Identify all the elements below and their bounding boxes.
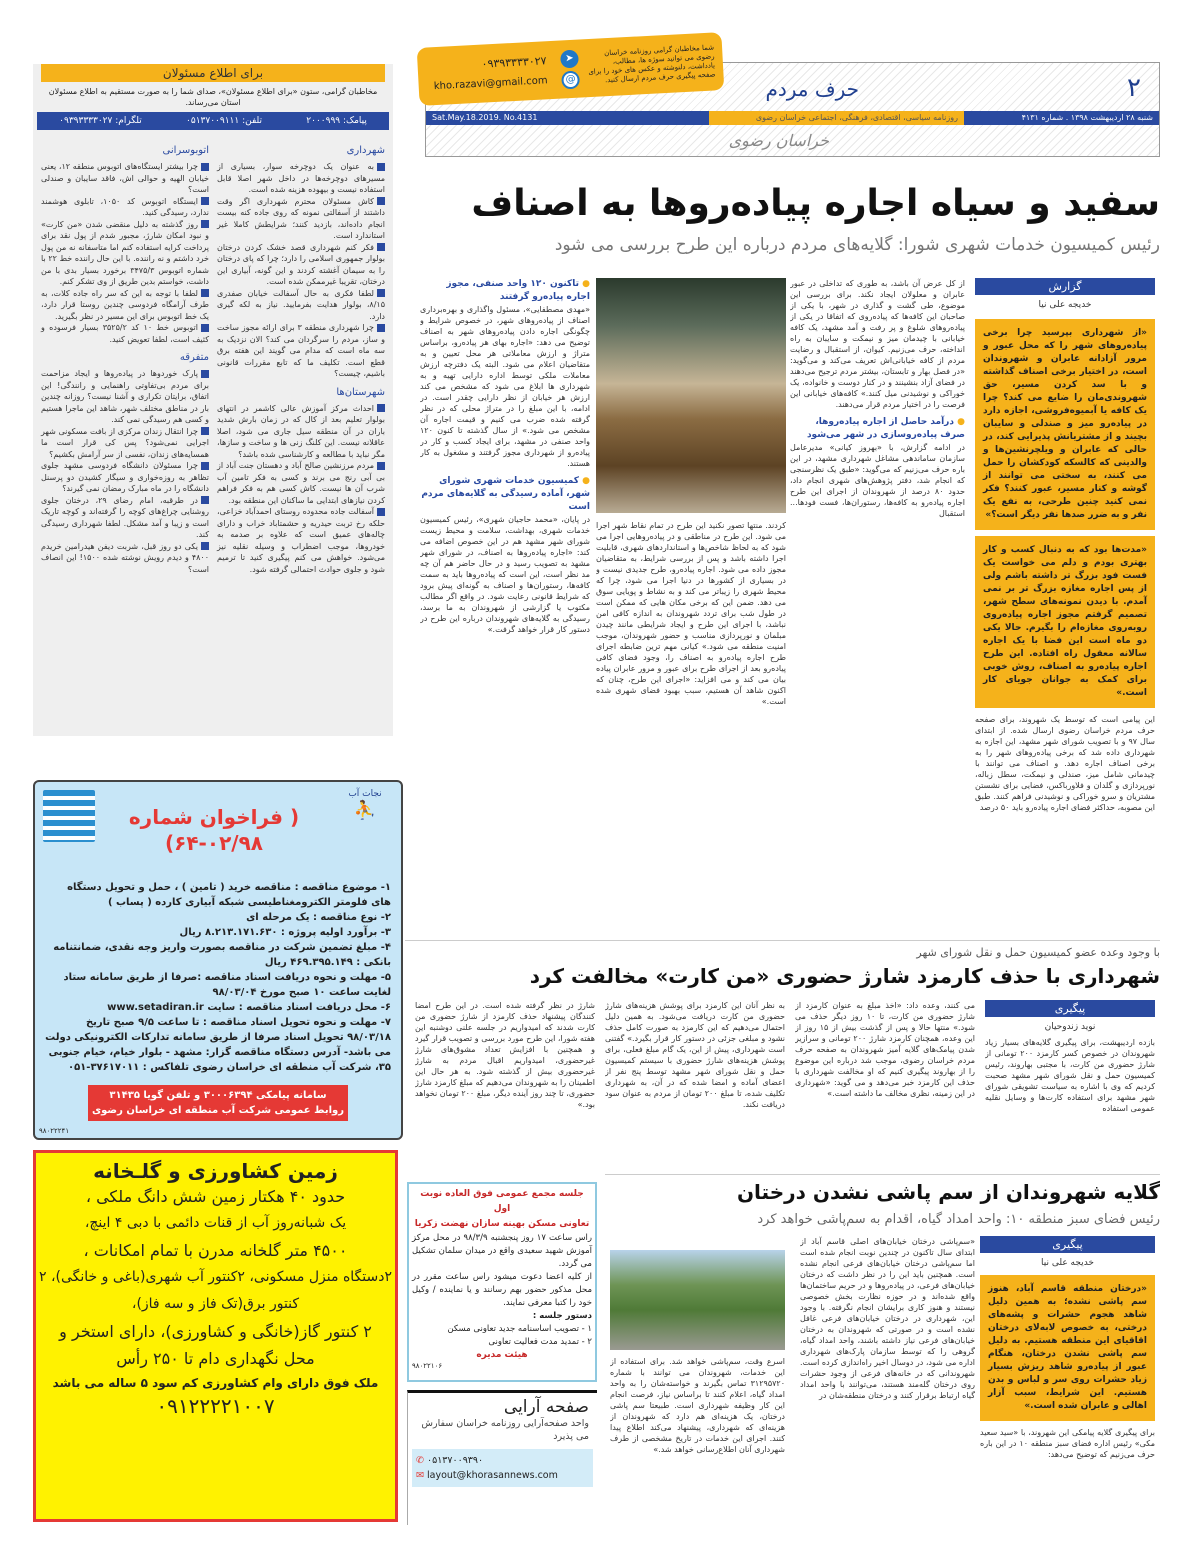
message-icon	[201, 220, 209, 228]
ad-code: ۹۸۰۲۲۱۰۶	[412, 1362, 443, 1370]
message-icon	[201, 289, 209, 297]
message-icon	[201, 496, 209, 504]
tender-ad	[33, 780, 403, 1140]
col-heading: اتوبوسرانی	[162, 145, 209, 156]
officials-intro: مخاطبان گرامی، ستون «برای اطلاع مسئولان»، صدای شما را به صورت مستقیم به اطلاع مسئولان استان می‌رساند.	[48, 87, 378, 107]
meeting-sign: هیئت مدیره	[476, 1350, 528, 1360]
third-headline: گلایه شهروندان از سم پاشی نشدن درختان	[736, 1180, 1160, 1204]
message-icon	[377, 508, 385, 516]
officials-title: برای اطلاع مسئولان	[41, 64, 385, 82]
list-item: به عنوان یک دوچرخه سوار، بسیاری از مسیرهای دوچرخه‌ها در داخل شهر اصلا قابل استفاده نیست و بیهوده هزینه شده است.	[217, 162, 385, 194]
divider	[405, 940, 1160, 941]
article-col-4-text: «مهدی مصطفایی»، مسئول واگذاری و بهره‌برداری اصناف از پیاده‌روهای شهر، در خصوص شرایط و چگونگی اجاره دادن پیاده‌روهای شهر به اصناف توضیح می دهد: «اجاره بهای هر پیاده‌رو، براساس متراژ و ارزش معاملاتی هر محل تعیین و به متقاضیان اعلام می شود. البته یک دفترچه ارزش معاملات ملکی توسط اداره دارایی تهیه و به شهرداری ها ابلاغ می شود که مشخص می کند ارزش هر خیابان از نظر دارایی چقدر است. در ادامه، با این مبلغ را در متراژ محلی که در نظر گرفته شده ضرب می کنیم و قیمت اجاره آن مشخص می شود.» از سال گذشته تا کنون ۱۲۰ واحد صنفی در مشهد، برای ایجاد کسب و کار در پیاده‌رو از شهرداری مجوز گرفتند و مشغول به کار هستند.	[420, 305, 590, 468]
sms-number[interactable]: پیامک: ۲۰۰۰۹۹۹	[306, 116, 367, 126]
meeting-title-2: تعاونی مسکن بهینه سازان نهضت زکریا	[414, 1219, 590, 1229]
followup-byline: نوید زندوحیان	[1044, 1022, 1096, 1032]
report-label: گزارش	[975, 278, 1155, 295]
date-en: Sat.May.18.2019. No.4131	[426, 111, 709, 125]
meeting-agenda-2: ۲ - تمدید مدت فعالیت تعاونی	[488, 1337, 592, 1347]
message-icon	[201, 370, 209, 378]
third-sidebar	[980, 1236, 1155, 1546]
list-item: چرا شهرداری منطقه ۳ برای ارائه مجوز ساخت و ساز، مردم را سرگردان می کند؟ الان نزدیک به سه ماه است که مدام می گویند این هفته برق قطع است. تکلیف ما که تابع مقررات قانونی باشیم، چیست؟	[217, 323, 385, 378]
third-subhead: رئیس فضای سبز منطقه ۱۰: واحد امداد گیاه، اقدام به سم‌پاشی خواهد کرد	[757, 1212, 1160, 1227]
layout-desc: واحد صفحه‌آرایی روزنامه خراسان سفارش می پذیرد	[421, 1418, 589, 1442]
contact-message: شما مخاطبان گرامی روزنامه خراسان رضوی می توانید سوژه ها، مطالب، یادداشت، دلنوشته و عکس های خود را برای صفحه پیگیری حرف مردم ارسال کنید.	[588, 43, 716, 85]
message-icon	[377, 462, 385, 470]
tender-footer	[88, 1085, 348, 1121]
second-col-3: به نظر آنان این کارمزد برای پوشش هزینه‌های شارژ حضوری من کارت دریافت می‌شود. به همین دلیل احتمال می‌دهیم که این کارمزد به صورت کامل حذف نشود و مبلغی جزئی در دستور کار قرار بگیرد.» گفتنی است شهرداری، پیش از این، یک گام مبلغ فعلی، برای پوشش هزینه‌های شارژ حضوری با سیستم کمیسیون حمل و نقل شورای شهر مشهد توسط پنج نفر از اعضای آماده و امضا شده که در آن، به شهرداری تکلیف شده، تا مبلغ ۲۰۰ تومان از مردم به عنوان سود دریافت نکند.	[605, 1001, 785, 1109]
message-icon	[201, 462, 209, 470]
meeting-body-1: راس ساعت ۱۷ روز پنجشنبه ۹۸/۳/۹ در محل مرکز آموزش شهید سعیدی واقع در میدان سلمان تشکیل می گردد.	[412, 1233, 592, 1269]
newspaper-logo: خراسان رضوی	[728, 131, 829, 150]
layout-email[interactable]: layout@khorasannews.com	[426, 1470, 558, 1481]
tender-title: ( فراخوان شماره ۰۲/۹۸-۶۴)	[128, 805, 300, 855]
meeting-ad	[407, 1182, 597, 1382]
list-item: فکر کنم شهرداری قصد خشک کردن درختان بولوار جمهوری اسلامی را دارد؛ چرا که پای درختان را به سیمان آغشته کردند و این گونه، آبیاری این درختان، تقریبا غیرممکن شده است.	[217, 242, 385, 286]
najat-ab-logo: نجات آب ⛹	[348, 789, 382, 821]
meeting-body-2: از کلیه اعضا دعوت میشود راس ساعت مقرر در محل مذکور حضور بهم رسانند و یا نماینده / وکیل خود را کتبا معرفی نمایند.	[412, 1272, 592, 1308]
subtitle-120-units: ● تاکنون ۱۲۰ واحد صنفی، مجوز اجاره پیاده‌رو گرفتند	[420, 278, 590, 304]
message-icon	[377, 289, 385, 297]
list-item: احداث مرکز آموزش عالی کاشمر در انتهای بولوار تعلیم بعد از کال که در زمان بارش شدید باران در آن منطقه سیل جاری می شود، اصلا عاقلانه نیست. این کلنگ زنی ها و ساخت و سازها، مگر نباید با مطالعه و کارشناسی شده باشد؟	[217, 403, 385, 459]
phone-icon: ✆	[416, 1455, 427, 1466]
article-intro: این پیامی است که توسط یک شهروند، برای صفحه حرف مردم خراسان رضوی ارسال شده. از ابتدای سال ۹۷ و با تصویب شورای شهر مشهد، این اجازه به شهرداری داده شد که برخی پیاده‌روهای شهر را به برخی اصناف اجاره دهد. و اصناف می توانند با چیدمانی شامل میز، صندلی و نیمکت، سطل زباله، نورپردازی و گلدان و فلاورباکس، فضایی برای نشستن مشتریان و سرو خوراکی و نوشیدنی فراهم کنند. طبق این مصوبه، حداکثر فضای اجاره پیاده‌رو باید ۵۰ درصد	[975, 715, 1155, 812]
report-byline: خدیجه علی نیا	[1038, 300, 1092, 310]
article-col-2: از کل عرض آن باشد، به طوری که تداخلی در عبور عابران و معلولان ایجاد نکند. برای بررسی این موضوع، طی گشت و گذاری در شهر، با یکی از صاحبان این کافه‌ها که پیاده‌روی که اتفاقا در یکی از پیاده‌روهای شلوغ و پر رفت و آمد مشهد، یک کافه خیابانی با چیدمان میز و نیمکت و سایبان به راه انداخته، حرف می‌زنیم. کیوان، از استقبال و رضایت مردم از کافه خیابانی‌اش تعریف می‌کند و می‌گوید: «در فصل بهار و تابستان، بیشتر مردم ترجیح می‌دهند در فضای آزاد بنشینند و در کنار دوست و خانواده، یک خوراکی و نوشیدنی میل کنند.» کافه‌های خیابانی این فرصت را در اختیار مردم قرار می‌دهند.	[790, 279, 965, 409]
article-col-2-wrap	[790, 278, 965, 932]
message-icon	[377, 197, 385, 205]
land-ad-footer: ملک فوق دارای وام کشاورزی کم سود ۵ ساله می باشد	[52, 1376, 379, 1390]
message-icon	[377, 163, 385, 171]
third-col-2: «سم‌پاشی درختان خیابان‌های اصلی قاسم آباد از ابتدای سال تاکنون در چندین نوبت انجام شده است اما سم‌پاشی درختان خیابان‌های فرعی انجام نشده است. همچنین باید این را در نظر داشت که درختان خیابان‌های فرعی، در پیاده‌روها و در حریم ساختمان‌ها واقع شده‌اند و در حوزه نظارت بخش خصوصی نیستند و هنوز کاری برایشان انجام نگرفته. با وجود این، شهرداری در درختان خیابان‌های فرعی غافل نشده است و در صورتی که شهروندان به درختان خیابان‌های فرعی نیاز داشته باشند، واحد امداد گیاه، گروهی را که توسط سازمان پارک‌های شهرداری اداره می شود، در دوسال اخیر راه‌اندازی کرده است. شهروندانی که در خانه‌های فرعی از وجود حشرات روی درختان گله‌مند هستند، می‌توانند با واحد امداد گیاه ارتباط برقرار کنند و درختان منطقه‌شان در	[800, 1237, 975, 1400]
at-icon: @	[561, 70, 580, 89]
section-title: حرف مردم	[765, 77, 859, 101]
list-item: چرا بیشتر ایستگاه‌های اتوبوس منطقه ۱۲، یعنی خیابان الهیه و حوالی اش، فاقد سایبان و صندلی است؟	[41, 162, 209, 194]
divider	[605, 1174, 1160, 1175]
tender-footer-2: روابط عمومی شرکت آب منطقه ای خراسان رضوی	[92, 1105, 344, 1116]
col-heading: شهرستان‌ها	[336, 386, 385, 398]
water-company-logo	[43, 790, 95, 842]
main-headline: سفید و سیاه اجاره پیاده‌روها به اصناف	[471, 183, 1160, 224]
list-item: چرا مسئولان دانشگاه فردوسی مشهد جلوی تظاهر به روزه‌خواری و سیگار کشیدن دو پرسنل دانشگاه را در ماه مبارک رمضان نمی گیرند؟	[41, 461, 209, 493]
col-heading: شهرداری	[346, 145, 385, 156]
list-item: آسفالت جاده محدوده روستای احمدآباد خزاعی، حلکه رخ تربت حیدریه و حشمتاباد خراب و دارای چاله‌های عمیق است که علاوه بر صدمه به خودروها، موجب اضطراب و وسیله نقلیه نیز می‌شود. خواهش می کنم پیگیری کنید تا ترمیم شود و جلوی حوادث احتمالی گرفته شود.	[217, 507, 385, 574]
mail-icon: ✉	[416, 1470, 427, 1481]
meeting-agenda-1: ۱ - تصویب اساسنامه جدید تعاونی مسکن	[447, 1324, 592, 1334]
second-col-4: شارژ در نظر گرفته شده است. در این طرح امضا کنندگان پیشنهاد حذف کارمزد از شارژ حضوری من کارت شدند که امیدواریم در جلسه علنی دوشنبه این هفته شورا، این طرح مورد بررسی و تصویب قرار گیرد و همچنین با افزایش تعداد مشوق‌های شارژ غیرحضوری، امیدواریم اقبال مردم به شارژ غیرحضوری بیش از گذشته شود. به هر حال این اطمینان را به شهروندان می‌دهیم که مبلغ کارمزد شارژ حضوری، تا چند روز آینده دیگر، مبلغ ۲۰۰ تومان نخواهد بود.»	[415, 1001, 595, 1109]
message-icon	[201, 163, 209, 171]
second-col-1-text: بازده اردیبهشت، برای پیگیری گلایه‌های بسیار زیاد شهروندان در خصوص کسر کارمزد ۲۰۰ تومانی از شارژ حضوری من کارت، با مجتبی بهاروند، رئیس کمیسیون حمل و نقل شورای شهر مشهد صحبت کردیم که وی با اشاره به سیاست تشویقی شورای شهر مشهد برای استفاده کارت‌ها و وسایل نقلیه عمومی استفاده	[985, 1038, 1155, 1113]
main-subhead: رئیس کمیسیون خدمات شهری شورا: گلایه‌های مردم درباره این طرح بررسی می شود	[554, 235, 1160, 255]
article-col-2b-text: در ادامه گزارش، با «بهروز کیانی» مدیرعامل سازمان ساماندهی مشاغل شهرداری مشهد، در این باره حرف می‌زنیم که می‌گوید: «طبق یک نظرسنجی که انجام شد، دفتر پژوهش‌های شهری انجام داد، حدود ۸۰ درصد از شهروندان از اجرای این طرح اجاره پیاده‌رو به کافه‌ها، رستوران‌ها، فست فودها... استقبال	[790, 443, 965, 518]
list-item: روز گذشته به دلیل منقضی شدن «من کارت» و نبود امکان شارژ، مجبور شدم از پول نقد برای پرداخت کرایه استفاده کنم اما متاسفانه نه من پول خرد داشتم و نه راننده. با این حال راننده خط ۲۲ با شماره اتوبوس ۳۴۷۵/۳ برخورد بسیار بدی با من داشت، خواستم بدین طریق از وی تشکر کنم.	[41, 219, 210, 286]
list-item: کاش مسئولان محترم شهرداری اگر وقت داشتند از آسفالتی نمونه که روی جاده کنه بیست انجام داده‌اند، بازدید کنند؛ شرایطش کاملا غیر استاندارد است.	[217, 196, 385, 240]
page-number: ۲	[1127, 73, 1141, 103]
col-heading: متفرقه	[179, 352, 209, 363]
tree-spraying-photo	[610, 1250, 785, 1350]
article-col-4	[420, 278, 590, 932]
ad-code: ۹۸۰۲۲۲۴۱	[39, 1127, 70, 1135]
subtitle-commission: ● کمیسیون خدمات شهری شورای شهر، آماده رسیدگی به گلایه‌های مردم است	[420, 475, 590, 514]
land-ad-body: حدود ۴۰ هکتار زمین شش دانگ ملکی ، یک شبانه‌روز آب از قنات دائمی با دبی ۴ اینچ، ۴۵۰۰ متر گلخانه مدرن با تمام امکانات ، ۲دستگاه منزل مسکونی، ۲کنتور آب شهری(باغی و خانگی)، ۲ کنتور برق(تک فاز و سه فاز)، ۲ کنتور گاز(خانگی و کشاورزی)، دارای استخر و محل نگهداری دام تا ۲۵۰ رأس	[39, 1187, 392, 1368]
list-item: لطفا با توجه به این که سر راه جاده کلات، به طرف آرامگاه فردوسی چندین روستا قرار دارد، یک خط اتوبوس برای این مسیر در نظر بگیرید.	[41, 288, 209, 321]
list-item: ایستگاه اتوبوس کد ۱۰۵۰، تابلوی هوشمند ندارد، رسیدگی کنید.	[41, 196, 209, 217]
list-item: پارک خوردوها در پیاده‌روها و ایجاد مزاحمت برای مردم بی‌تفاوتی راهنمایی و رانندگی! این اتفاق، برایتان تکراری و آشنا نیست؟ روزانه چندین بار در مناطق مختلف شهر، شاهد این ماجرا هستیم و کسی هم رسیدگی نمی کند.	[41, 369, 209, 424]
tender-footer-1: سامانه پیامکی ۳۰۰۰۶۳۹۴ و تلفن گویا ۳۱۴۳۵	[109, 1090, 327, 1101]
tagline: روزنامه سیاسی، اقتصادی، فرهنگی، اجتماعی خراسان رضوی	[709, 111, 964, 125]
article-col-4b-text: در پایان، «محمد حاجیان شهری»، رئیس کمیسیون خدمات شهری، بهداشت، سلامت و محیط زیست شورای شهر مشهد هم در این خصوص اضافه می کند: «اجاره پیاده‌روها به اصناف، در شورای شهر مشهد به تصویب رسید و در حال حاضر هم آن چه مد نظر است، این است که پیاده‌روها باید به سمت کافه‌ها، رستوران‌ها و اصناف به گونه‌ای پیش برود که شرایط قانونی رعایت شود. در واقع اگر مطالب مکتوب یا گزارشی از شهروندان به ما برسد، رسیدگی به گلایه‌های شهروندان درباره این طرح در دستور کار قرار خواهد گرفت.»	[420, 515, 590, 634]
message-icon	[201, 324, 209, 332]
telegram-icon: ➤	[560, 49, 579, 68]
contact-phone[interactable]: ۰۹۳۹۳۳۳۳۰۲۷	[481, 54, 547, 71]
list-item: یکی دو روز قبل، شربت دیفن هیدرامین خریدم ۴۸۰۰ و دیدم رویش نوشته شده ۱۵۰۰! این انصاف است؟	[41, 541, 210, 574]
message-icon	[201, 197, 209, 205]
officials-col-bus	[41, 144, 209, 575]
officials-col-municipality	[217, 144, 385, 575]
tender-body: ۱- موضوع مناقصه : مناقصه خرید ( تامین ) ، حمل و تحویل دستگاه های فلومتر الکترومغناطیسی شبکه آبیاری کارده ( پساب ) ۲- نوع مناقصه : یک مرحله ای ۳- برآورد اولیه پروژه : ۸.۲۱۳.۱۷۱.۶۳۰ ریال ۴- مبلغ تضمین شرکت در مناقصه بصورت واریز وجه نقدی، ضمانتنامه بانکی : ۴۶۹.۳۹۵.۱۴۹ ریال ۵- مهلت و نحوه دریافت اسناد مناقصه :صرفا از طریق سامانه ستاد لغایت ساعت ۱۰ صبح مورخ ۹۸/۰۳/۰۴ ۶- محل دریافت اسناد مناقصه : سایت www.setadiran.ir ۷- مهلت و نحوه تحویل اسناد مناقصه : تا ساعت ۹/۵ صبح تاریخ ۹۸/۰۳/۱۸ تحویل اسناد صرفا از طریق سامانه تدارکات الکترونیکی دولت می باشد- آدرس دستگاه مناقصه گزار: مشهد - بلوار خیام، خیام جنوبی ۳۵، شرکت آب منطقه ای خراسان رضوی تلفاکس : ۳۷۶۱۷۰۱۱-۰۵۱	[45, 882, 391, 1073]
date-fa: شنبه ۲۸ اردیبهشت ۱۳۹۸ . شماره ۴۱۳۱	[964, 111, 1159, 125]
message-icon	[201, 427, 209, 435]
second-headline: شهرداری با حذف کارمزد شارژ حضوری «من کارت» مخالفت کرد	[529, 964, 1160, 988]
contact-email[interactable]: kho.razavi@gmail.com	[433, 75, 548, 93]
meeting-agenda-title: دستور جلسه :	[532, 1311, 592, 1321]
telegram-number[interactable]: تلگرام: ۰۹۳۹۳۳۳۳۰۲۷	[59, 116, 142, 126]
third-byline: خدیجه علی نیا	[1041, 1258, 1094, 1268]
list-item: لطفا فکری به حال آسفالت خیابان صفدری ۸/۱۵، بولوار هدایت بفرمایید. نیاز به لکه گیری دارد.	[217, 288, 385, 321]
report-sidebar	[975, 278, 1155, 932]
land-ad-phone[interactable]: ۰۹۱۲۲۲۲۱۰۰۷	[156, 1394, 275, 1418]
layout-phone[interactable]: ۰۵۱۳۷۰۰۹۳۹۰	[426, 1455, 484, 1466]
third-quote: «درختان منطقه قاسم آباد، هنوز سم پاشی نشده؛ به همین دلیل شاهد هجوم حشرات و پشه‌های درختی، به خصوص لابه‌لای درختان اقاقیای این منطقه هستیم. به دلیل سم پاشی نشدن درختان، هنگام عبور از پیاده‌رو شاهد ریزش بسیار زیاد حشرات روی سر و لباس و بدن هستیم. این شرایط، سبب آزار اهالی و عابران شده است.»	[980, 1275, 1155, 1421]
layout-title: صفحه آرایی	[503, 1397, 589, 1417]
list-item: چرا انتقال زندان مرکزی از بافت مسکونی شهر اجرایی نمی‌شود؟ پس کی قرار است ما همسایه‌های زندان، نفسی از سر آرامش بکشیم؟	[41, 426, 209, 459]
layout-service-box	[407, 1390, 597, 1525]
subtitle-revenue: ● درآمد حاصل از اجاره پیاده‌روها، صرف پیاده‌روسازی در شهر می‌شود	[790, 416, 965, 442]
cafe-sidewalk-photo	[596, 278, 786, 513]
officials-contact-bar	[37, 112, 389, 130]
third-col-3: اسرع وقت، سم‌پاشی خواهد شد. برای استفاده از این خدمات، شهروندان می توانند با شماره ۳۱۲۹۵۷۲۰ تماس بگیرند و خواسته‌شان را به واحد امداد گیاه، اعلام کنند تا براساس نیاز، فرصت انجام این کار وظیفه شهرداری است. طبیعتا سم پاشی درختان، یک هزینه‌ای هم دارد که شهروندان از هزینه‌ای که شهرداری، پیشنهاد می‌کند اطلاع پیدا کنند. اجرای این خدمات در تاریخ مشخصی از طرف شهرداری آنان اطلاع‌رسانی خواهد شد.»	[610, 1357, 785, 1454]
phone-number[interactable]: تلفن: ۰۵۱۳۷۰۰۹۱۱۱	[186, 116, 262, 126]
second-kicker: با وجود وعده عضو کمیسیون حمل و نقل شورای شهر	[916, 946, 1160, 959]
quote-box-2: «مدت‌ها بود که به دنبال کسب و کار بهتری بودم و دلم می خواست یک فست فود بزرگ تر داشته باشم ولی از پس اجاره مغازه بزرگ تر بر نمی آمدم. با دیدن نمونه‌های سطح شهر، تصمیم گرفتم مجوز اجاره پیاده‌روی روبه‌روی مغازه‌ام را بگیرم. حالا یکی دو ماه است این فضا با یک اجاره سالانه معقول راه افتاده. این طرح اجاره پیاده‌رو به اصناف، روش خوبی برای کمک به جوانان جویای کار است.»	[975, 536, 1155, 708]
third-intro: برای پیگیری گلایه پیامکی این شهروند، با «سید سعید مکی» رئیس اداره فضای سبز منطقه ۱۰ در این باره حرف می‌زنیم که توضیح می‌دهد:	[980, 1428, 1155, 1459]
message-icon	[201, 542, 209, 550]
list-item: مردم مرزنشین صالح آباد و دهستان جنت آباد از بی آبی رنج می برند و کسی به فکر تامین آب شرب آن ها نیست. کاش کسی هم به فکر فراهم کردن نیازهای ابتدایی ما ساکنان این منطقه بود.	[217, 461, 385, 505]
land-ad-title: زمین کشاورزی و گلـخانه	[93, 1159, 338, 1183]
article-col-3: کردند. منتها تصور نکنید این طرح در تمام نقاط شهر اجرا می شود. این طرح در مناطقی و در پیاده‌روهایی اجرا می شود که به لحاظ شاخص‌ها و استانداردهای شهری، قابلیت اجرا داشته باشد و پس از بررسی شرایط، به متقاضیان مجوز داده می شود. اجاره پیاده‌رو، طرح جدیدی نیست و در بسیاری از کشورها در دنیا اجرا می شود، چرا که محیط شهری را زیباتر می کند و به نشاط و پویایی سوق می دهد. ضمن این که برخی مکان هایی که ممکن است در طول شب برای تردد شهروندان به اندازه کافی امن نباشد، با اجرای این طرح و ایجاد شرایطی مانند چیدن مبلمان و نورپردازی مناسب و حضور شهروندان، موجب امنیت منطقه می شود.» کیانی مهم ترین ضابطه اجرای طرح اجاره پیاده‌رو به اصناف را، وجود فضای کافی پیاده‌رو بعد از اجرای طرح برای عبور و مرور عابران پیاده بیان می کند و می افزاید: «اجرای این طرح، چنان که اکنون شاهد آن هستیم، سبب بهبود فضای شهری شده است.»	[596, 521, 786, 706]
meeting-title-1: جلسه مجمع عمومی فوق العاده نوبت اول	[420, 1189, 584, 1214]
land-ad	[33, 1150, 398, 1522]
layout-contact	[412, 1449, 593, 1487]
officials-panel	[33, 64, 393, 736]
followup-label: پیگیری	[985, 1000, 1155, 1017]
list-item: در طرقبه، امام رضای ۲۹، درختان جلوی روشنایی چراغ‌های کوچه را گرفته‌اند و کوچه تاریک است و زیبا و آمد مشکل. لطفا شهرداری رسیدگی کند.	[41, 495, 209, 539]
message-icon	[377, 404, 385, 412]
followup-label-2: پیگیری	[980, 1236, 1155, 1253]
second-col-2: می کنند، وعده داد: «اخذ مبلغ به عنوان کارمزد از شارژ حضوری من کارت، تا ۱۰ روز دیگر حذف می شود.» منتها حالا و پس از گذشت بیش از ۱۵ روز از این وعده، همچنان کارمزد شارژ ۲۰۰ تومانی و سرازیر شدن پیامک‌های گلایه آمیز شهروندان به صفحه حرف مردم خراسان رضوی، موجب شد درباره این موضوع را از بهاروند پیگیری کنیم که او مخالفت شهرداری با حذف این کارمزد خبر می‌دهد و می گوید: «شهرداری در این زمینه، نظری مخالف ما داشته است.»	[795, 1001, 975, 1098]
list-item: اتوبوس خط ۱۰ کد ۳۵۲۵/۲ بسیار فرسوده و کثیف است، لطفا تعویض کنید.	[41, 323, 209, 344]
message-icon	[377, 324, 385, 332]
quote-box-1: «از شهرداری بپرسید چرا برخی پیاده‌روهای شهر را که محل عبور و مرور آزادانه عابران و شهروندان است، در اختیار برخی اصناف گذاشته و با سد کردن مسیر، حق شهروندی‌مان را ضایع می کند؟ چرا یک کافه یا آبمیوه‌فروشی، اجازه دارد در پیاده‌رو میز و صندلی و سایبان بچیند و از مشتریانش پذیرایی کند، در حالی که عابران و ویلچرنشین‌ها و والدینی که کالسکه کودکشان را حمل می کنند، به سختی می توانند از گوشه و کنار مسیر، عبور کنند؟ فکر نمی کنید چنین طرحی، به نفع یک نفر و به ضرر صدها نفر دیگر است؟»	[975, 319, 1155, 530]
message-icon	[377, 243, 385, 251]
second-col-1	[985, 1000, 1155, 1168]
